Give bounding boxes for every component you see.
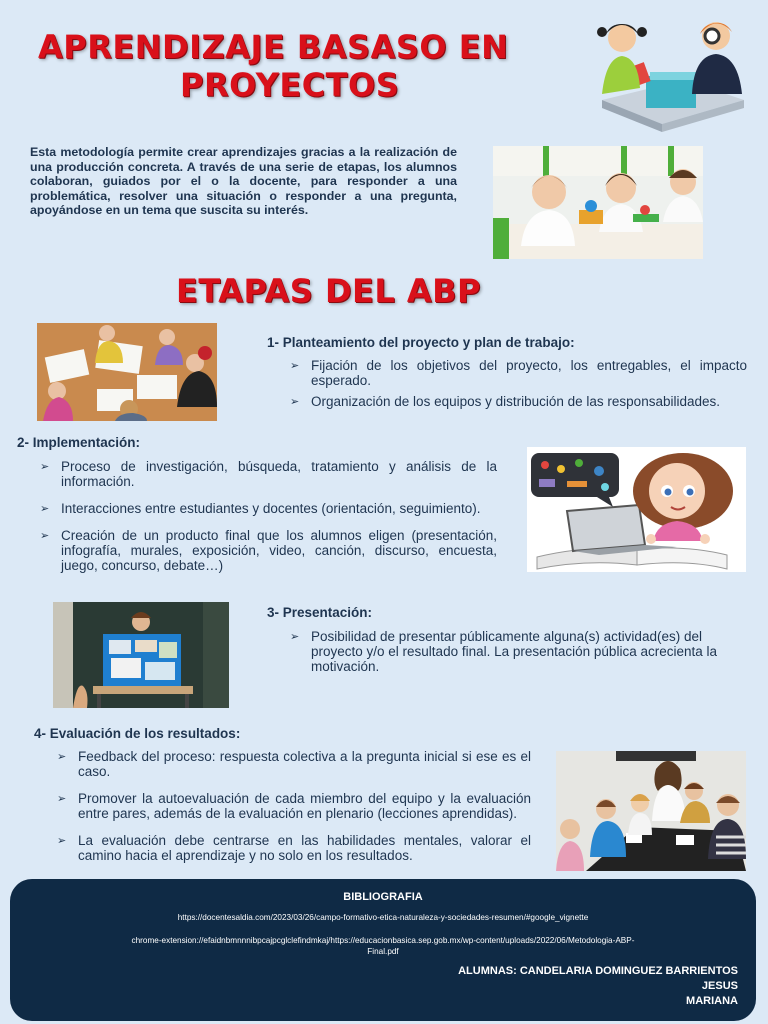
stage-4 [34,726,531,870]
list-item: ➢ Promover la autoevaluación de cada miembro del equipo y la evaluación entre pares, además de la evaluación en plenario (lecciones aprendidas). [54,791,531,821]
list-item: ➢ Posibilidad de presentar públicamente alguna(s) actividad(es) del proyecto y/o el resultado final. La presentación pública acrecienta la motivación. [287,629,747,674]
stage-4-heading: 4- Evaluación de los resultados: [34,726,241,741]
stage-3-list [287,629,747,674]
stage-2-heading: 2- Implementación: [17,435,141,450]
list-item: ➢ Creación de un producto final que los alumnos eligen (presentación, infografía, murales, exposición, video, canción, discurso, encuesta, juego, concurso, debate…) [37,528,497,573]
main-title [38,28,578,104]
footer-panel [10,879,756,1021]
stages-title: ETAPAS DEL ABP [176,272,481,310]
stage-1-list [287,358,747,409]
main-title-line2: PROYECTOS [180,66,400,104]
girl-laptop-illustration [527,447,746,572]
stage-4-list [54,749,531,863]
student-presenting-photo [53,602,229,708]
stage-3-heading: 3- Presentación: [267,605,373,620]
students-line-3: MARIANA [686,995,738,1007]
stage-2 [17,435,497,580]
list-item: ➢ La evaluación debe centrarse en las habilidades mentales, valorar el camino hacia el aprendizaje y no solo en los resultados. [54,833,531,863]
teacher-with-students-photo [556,751,746,871]
main-title-line1: APRENDIZAJE BASASO EN [38,28,509,66]
list-item: ➢ Organización de los equipos y distribución de las responsabilidades. [287,394,747,409]
intro-paragraph: Esta metodología permite crear aprendizajes gracias a la realización de una producción concreta. A través de una serie de etapas, los alumnos colaboran, guiados por el o la docente, para responder a una problemática, resolver una situación o responder a una pregunta, apoyándose en un tema que suscita su interés. [30,145,457,217]
bibliography-link-1[interactable]: https://docentesaldia.com/2023/03/26/campo-formativo-etica-naturaleza-y-sociedades-resumen/#google_vignette [177,913,589,922]
bibliography-link-2-line1: chrome-extension://efaidnbmnnnibpcajpcglclefindmkaj/https://educacionbasica.sep.gob.mx/wp-content/uploads/2022/06/Metodologia-ABP- [131,936,635,945]
bibliography-title: BIBLIOGRAFIA [343,891,423,903]
stage-3 [267,605,747,681]
list-item: ➢ Interacciones entre estudiantes y docentes (orientación, seguimiento). [37,501,497,516]
stage-2-list [37,459,497,573]
list-item: ➢ Feedback del proceso: respuesta colectiva a la pregunta inicial si ese es el caso. [54,749,531,779]
kids-reading-illustration [588,14,748,140]
stage-1-heading: 1- Planteamiento del proyecto y plan de trabajo: [267,335,575,350]
children-playing-photo [493,146,703,259]
bibliography-link-2[interactable] [20,935,746,957]
bibliography-link-2-line2: Final.pdf [367,947,399,956]
students-line-1: ALUMNAS: CANDELARIA DOMINGUEZ BARRIENTOS [458,965,738,977]
list-item: ➢ Fijación de los objetivos del proyecto, los entregables, el impacto esperado. [287,358,747,388]
students-on-floor-photo [37,323,217,421]
students-line-2: JESUS [701,980,738,992]
list-item: ➢ Proceso de investigación, búsqueda, tratamiento y análisis de la información. [37,459,497,489]
stage-1 [267,335,747,416]
